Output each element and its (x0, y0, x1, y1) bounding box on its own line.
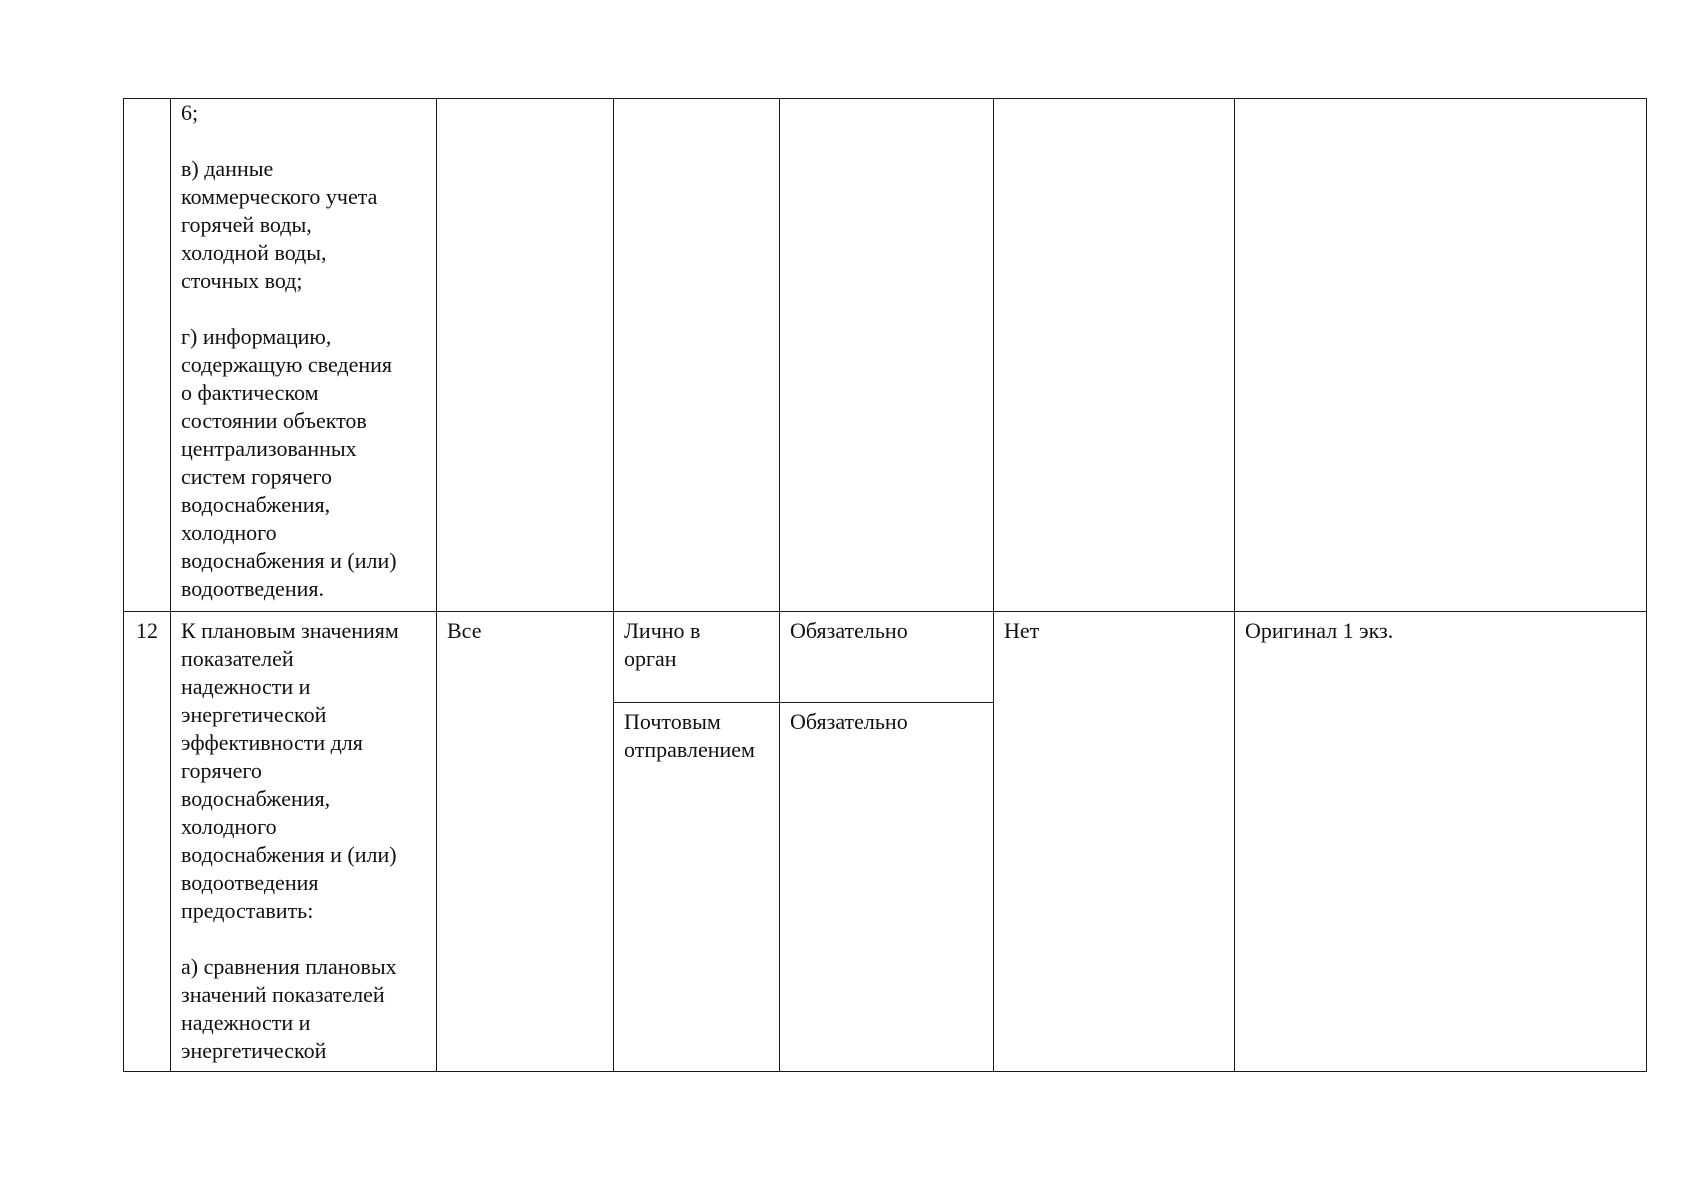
requirement-paragraph: 6; (181, 100, 199, 125)
obligation-cell-by-mail: Обязательно (780, 703, 994, 1072)
requirements-table (123, 98, 1647, 1072)
document-form-cell (1235, 99, 1647, 612)
requirement-cell (171, 612, 437, 1072)
table-row-12 (124, 612, 1647, 703)
interagency-cell: Нет (994, 612, 1235, 1072)
method-cell-in-person (614, 612, 780, 703)
obligation-cell-in-person: Обязательно (780, 612, 994, 703)
table-row-continued (124, 99, 1647, 612)
requirement-cell (171, 99, 437, 612)
obligation-cell (780, 99, 994, 612)
method-cell (614, 99, 780, 612)
method-cell-by-mail (614, 703, 780, 1072)
row-number-cell (124, 99, 171, 612)
requirement-paragraph: в) данные коммерческого учета горячей воды, холодной воды, сточных вод; (181, 156, 378, 293)
applicants-cell (437, 99, 614, 612)
row-number-cell: 12 (124, 612, 171, 1072)
method-label: Лично в орган (624, 618, 701, 671)
interagency-cell (994, 99, 1235, 612)
applicants-cell: Все (437, 612, 614, 1072)
document-form-cell: Оригинал 1 экз. (1235, 612, 1647, 1072)
method-label: Почтовым отправлением (624, 709, 755, 762)
requirement-paragraph: К плановым значениям показателей надежности и энергетической эффективности для горячего водоснабжения, холодного водоснабжения и (или) водоотведения предоставить: (181, 618, 399, 923)
requirement-paragraph: а) сравнения плановых значений показателей надежности и энергетической (181, 954, 397, 1063)
requirement-paragraph: г) информацию, содержащую сведения о фактическом состоянии объектов централизованных систем горячего водоснабжения, холодного водоснабжения и (или) водоотведения. (181, 324, 397, 601)
